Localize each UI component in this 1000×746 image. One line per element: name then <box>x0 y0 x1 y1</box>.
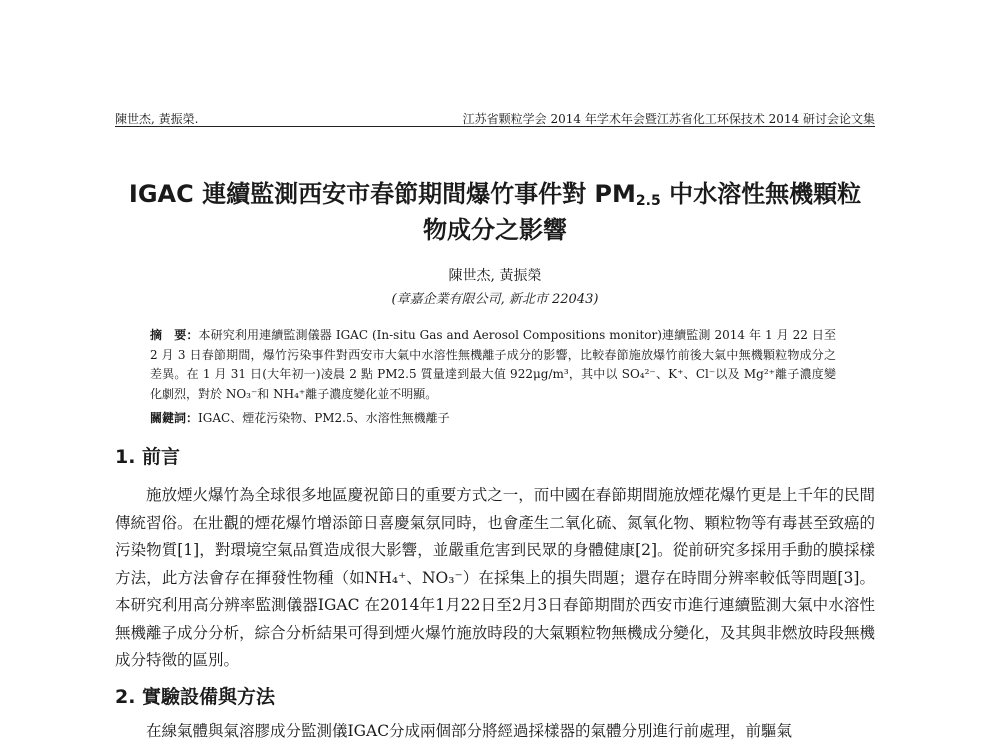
paper-title <box>100 176 890 248</box>
introduction-body <box>115 482 875 675</box>
running-header <box>115 106 875 128</box>
section-heading-introduction: 1. 前言 <box>115 446 181 468</box>
affiliation: (章嘉企業有限公司, 新北市 22043) <box>391 292 599 307</box>
header-authors: 陳世杰, 黃振榮. <box>115 112 199 126</box>
title-line1-a: IGAC 連續監測西安市春節期間爆竹事件對 PM <box>128 180 636 208</box>
keywords-label: 關鍵詞： <box>150 411 199 425</box>
authors: 陳世杰, 黃振榮 <box>448 268 542 284</box>
title-subscript: 2.5 <box>635 193 661 209</box>
header-proceedings: 江苏省颗粒学会 2014 年学术年会暨江苏省化工环保技术 2014 研讨会论文集 <box>462 112 875 126</box>
title-line2: 物成分之影響 <box>423 216 567 244</box>
header-rule <box>115 126 875 127</box>
introduction-paragraph: 施放煙火爆竹為全球很多地區慶祝節日的重要方式之一，而中國在春節期間施放煙花爆竹更是上千年的民間傳統習俗。在壯觀的煙花爆竹增添節日喜慶氣氛同時，也會產生二氧化硫、氮氧化物、顆粒物等有毒甚至致癌的污染物質[1]，對環境空氣品質造成很大影響，並嚴重危害到民眾的身體健康[2]。從前研究多採用手動的膜採樣方法，此方法會存在揮發性物種（如NH₄⁺、NO₃⁻）在採集上的損失問題；還存在時間分辨率較低等問題[3]。本研究利用高分辨率監測儀器IGAC 在2014年1月22日至2月3日春節期間於西安市進行連續監測大氣中水溶性無機離子成分分析，綜合分析結果可得到煙火爆竹施放時段的大氣顆粒物無機成分變化，及其與非燃放時段無機成分特徵的區別。 <box>115 486 875 669</box>
methods-paragraph-partial: 在線氣體與氣溶膠成分監測儀IGAC分成兩個部分將經過採樣器的氣體分別進行前處理，前驅氣 <box>146 722 793 740</box>
title-line1-b: 中水溶性無機顆粒 <box>660 180 862 208</box>
keywords <box>150 409 836 426</box>
abstract-text: 本研究利用連續監測儀器 IGAC (In-situ Gas and Aerosol Compositions monitor)連續監測 2014 年 1 月 22 日至 2 月 3 日春節期間，爆竹污染事件對西安市大氣中水溶性無機離子成分的影響，比較春節施放爆竹前後大氣中無機顆粒物成分之差異。在 1 月 31 日(大年初一)凌晨 2 點 PM2.5 質量達到最大值 922μg/m³，其中以 SO₄²⁻、K⁺、Cl⁻以及 Mg²⁺離子濃度變化劇烈，對於 NO₃⁻和 NH₄⁺離子濃度變化並不明顯。 <box>150 328 836 401</box>
section-heading-methods: 2. 實驗設備與方法 <box>115 686 276 708</box>
abstract <box>150 326 836 404</box>
abstract-label: 摘 要： <box>150 328 199 342</box>
keywords-text: IGAC、煙花污染物、PM2.5、水溶性無機離子 <box>198 411 450 425</box>
